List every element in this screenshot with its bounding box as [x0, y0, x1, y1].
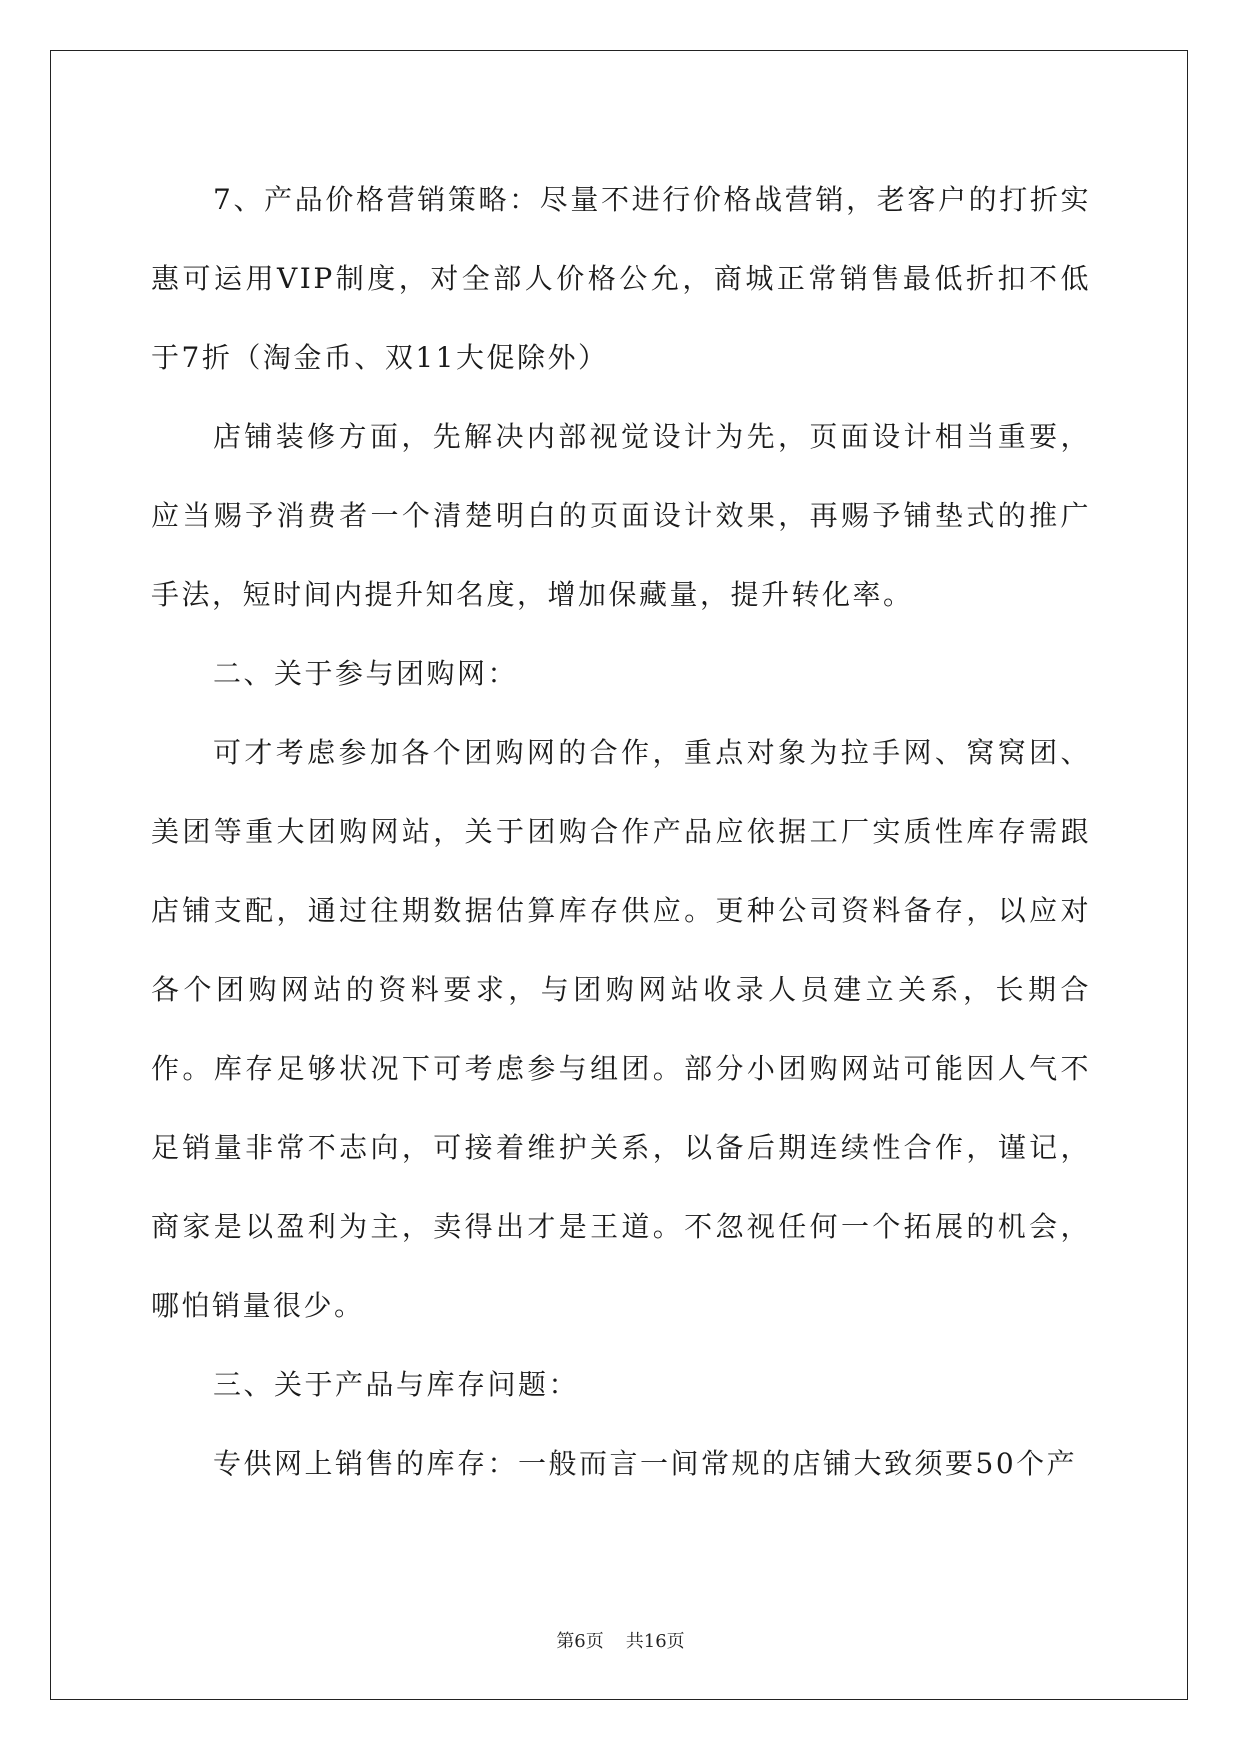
page-number: 第6页 [556, 1631, 604, 1652]
document-body [151, 160, 1091, 1503]
paragraph-store-decoration: 店铺装修方面，先解决内部视觉设计为先，页面设计相当重要，应当赐予消费者一个清楚明白的页面设计效果，再赐予铺垫式的推广手法，短时间内提升知名度，增加保藏量，提升转化率。 [151, 420, 1091, 611]
page-footer [0, 1627, 1241, 1653]
section-heading-inventory: 三、关于产品与库存问题： [213, 1368, 580, 1401]
paragraph-group-buying: 可才考虑参加各个团购网的合作，重点对象为拉手网、窝窝团、美团等重大团购网站，关于团购合作产品应依据工厂实质性库存需跟店铺支配，通过往期数据估算库存供应。更种公司资料备存，以应对各个团购网站的资料要求，与团购网站收录人员建立关系，长期合作。库存足够状况下可考虑参与组团。部分小团购网站可能因人气不足销量非常不志向，可接着维护关系，以备后期连续性合作，谨记，商家是以盈利为主，卖得出才是王道。不忽视任何一个拓展的机会，哪怕销量很少。 [151, 736, 1091, 1322]
paragraph-online-inventory: 专供网上销售的库存：一般而言一间常规的店铺大致须要50个产 [213, 1447, 1078, 1480]
page-total: 共16页 [625, 1631, 685, 1652]
paragraph-pricing-strategy: 7、产品价格营销策略：尽量不进行价格战营销，老客户的打折实惠可运用VIP制度，对全部人价格公允，商城正常销售最低折扣不低于7折（淘金币、双11大促除外） [151, 183, 1091, 374]
section-heading-group-buying: 二、关于参与团购网： [213, 657, 519, 690]
